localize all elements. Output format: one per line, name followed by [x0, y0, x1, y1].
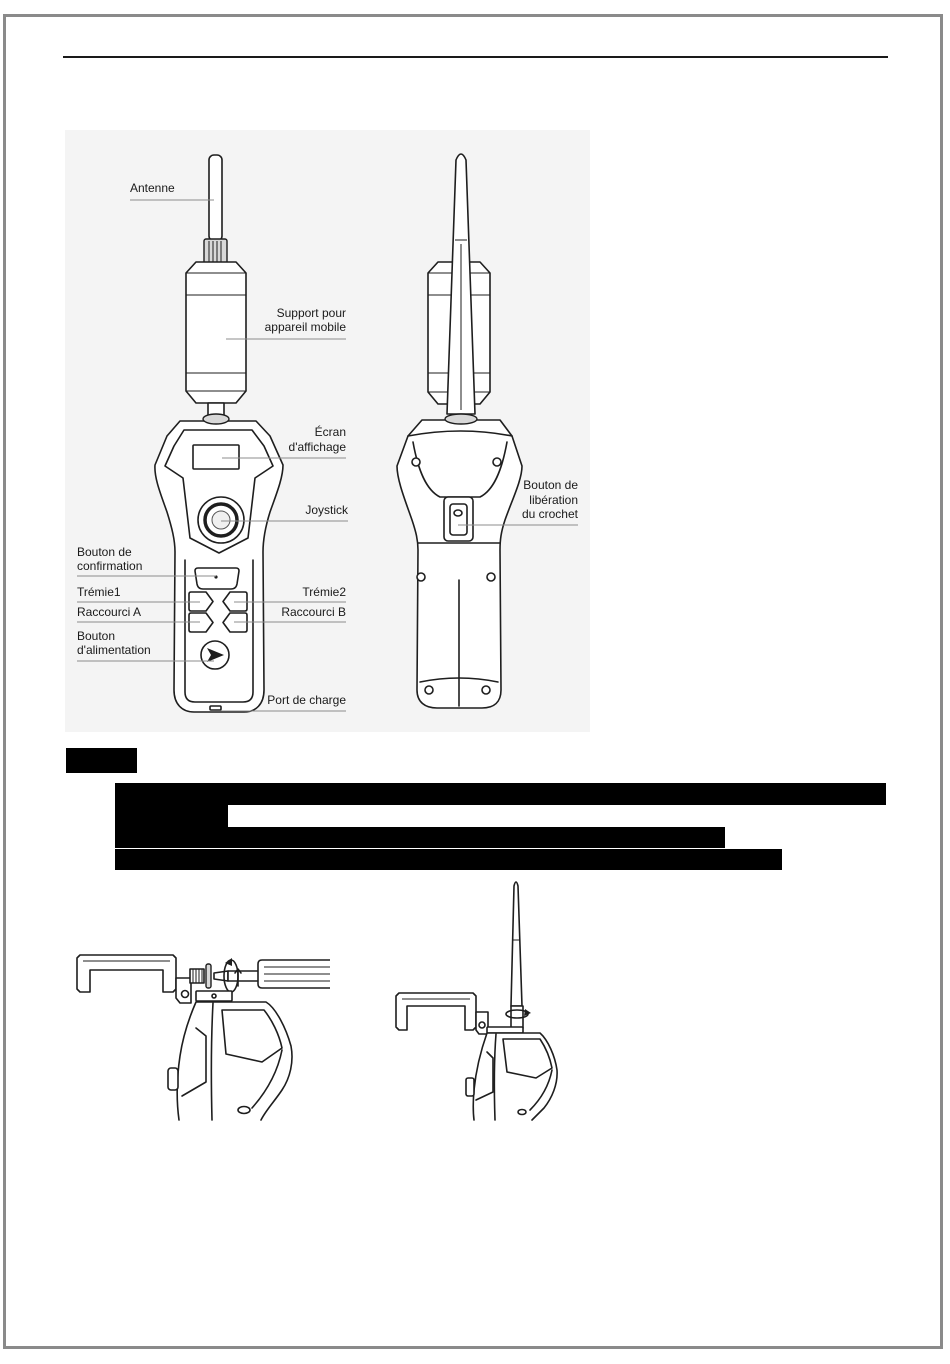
hook-release-button: [444, 497, 473, 541]
right-step-controller-knob: [466, 1078, 474, 1096]
step-install-holder-illustration: [77, 955, 330, 1120]
confirm-button: [195, 568, 239, 589]
label-support-line2: appareil mobile: [264, 320, 346, 334]
step-install-antenna-illustration: [396, 882, 557, 1120]
right-step-antenna: [511, 882, 522, 1006]
left-step-holder-arm-hole: [182, 991, 189, 998]
front-display-screen: [193, 445, 239, 469]
screw-icon: [412, 458, 420, 466]
screw-icon: [482, 686, 490, 694]
label-antenna: Antenne: [130, 181, 175, 195]
front-mobile-support-body: [186, 262, 246, 403]
left-step-controller-port: [238, 1107, 250, 1114]
label-charging-port: Port de charge: [267, 693, 346, 707]
screwdriver-tip: [214, 971, 228, 981]
label-shortcut-a: Raccourci A: [77, 605, 142, 619]
right-step-controller-port: [518, 1110, 526, 1115]
screwdriver-shaft: [228, 971, 260, 981]
label-hook-release-line3: du crochet: [521, 507, 578, 521]
joystick-cap: [212, 511, 230, 529]
label-power-line2: d'alimentation: [77, 643, 151, 657]
label-support-line1: Support pour: [276, 306, 346, 320]
front-antenna-rod: [209, 155, 222, 241]
screw-icon: [487, 573, 495, 581]
front-antenna: [204, 155, 227, 264]
back-view-controller: [397, 154, 579, 708]
charging-port: [210, 706, 221, 710]
left-step-controller-knob: [168, 1068, 178, 1090]
left-step-washer: [206, 964, 211, 988]
label-hook-release-line1: Bouton de: [523, 478, 578, 492]
right-step-holder-arm-hole: [479, 1022, 485, 1028]
label-screen-line2: d'affichage: [288, 440, 346, 454]
back-neck-collar: [445, 414, 477, 424]
front-neck-collar: [203, 414, 229, 424]
hook-release-button-latch: [450, 504, 467, 535]
left-step-mount-hole: [212, 994, 216, 998]
label-hopper1: Trémie1: [77, 585, 121, 599]
screw-icon: [417, 573, 425, 581]
front-antenna-collar: [204, 239, 227, 264]
label-confirm-line2: confirmation: [77, 559, 143, 573]
screw-icon: [493, 458, 501, 466]
label-screen-line1: Écran: [314, 425, 346, 439]
left-step-controller-fill: [177, 1002, 292, 1120]
joystick: [198, 497, 244, 543]
label-shortcut-b: Raccourci B: [281, 605, 346, 619]
front-view-controller: [155, 155, 283, 712]
label-hopper2: Trémie2: [302, 585, 346, 599]
screw-icon: [425, 686, 433, 694]
hook-release-button-hole: [454, 510, 462, 516]
right-step-mount-plate: [487, 1027, 523, 1033]
front-mobile-support: [186, 262, 246, 403]
label-joystick: Joystick: [305, 503, 348, 517]
label-hook-release-line2: libération: [529, 493, 578, 507]
label-confirm-line1: Bouton de: [77, 545, 132, 559]
label-power-line1: Bouton: [77, 629, 116, 643]
